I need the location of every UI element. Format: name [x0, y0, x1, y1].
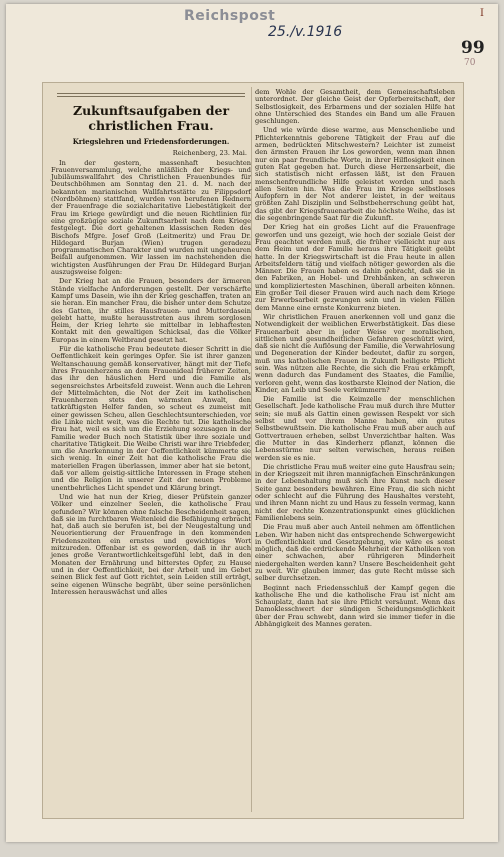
paragraph: Der Krieg hat an die Frauen, besonders der ärmeren Stände vielfache Anforderungen gestellt. Der verschärfte Kampf ums Dasein, wie ihn der Krieg geschaffen, traten an sie heran. Ein mancher Frau, die bisher unter dem Schutze des Gatten, ihr stilles Hausfrauen- und Mutterdasein gelebt hatte, mußte herausstreten aus ihrem sorglosen Heim, der Krieg lehrte sie mittelbar in lebhaftesten Kontakt mit den gewaltigen Schicksal, das die Völker Europas in einem Weltbrand gesetzt hat. [51, 277, 251, 344]
corner-mark: I [480, 8, 484, 19]
paragraph: Die christliche Frau muß weiter eine gute Hausfrau sein; in der Kriegszeit mit ihren mannigfachen Einschränkungen in der Lebenshaltung muß sich ihre Kunst nach dieser Seite ganz besonders bewähren. Eine Frau, die sich nicht oder schlecht auf die Führung des Haushaltes versteht, und ihren Mann nicht zu und Haus zu fesseln vermag, kann nicht der rechte Konzentrationspunkt eines glücklichen Familienlebens sein. [255, 462, 455, 522]
title-rule [57, 93, 245, 97]
column-rule [251, 87, 252, 812]
paragraph: Für die katholische Frau bedeutete dieser Schritt in die Oeffentlichkeit kein geringes Opfer. Sie ist ihrer ganzen Weltanschauung gemäß konservativer, hängt mit der Tiefe ihres Frauenherzens an dem Frauenideal früherer Zeiten, das ihr den häuslichen Herd und die Familie als segensreichstes Arbeitsfeld zuweist. Wenn auch die Lehren der Mittelmächten, die Not der Zeit im katholischen Frauenherzen stets den wärmsten Anwalt, den tatkräftigsten Helfer fanden, so scheut es zumeist mit einer gewissen Scheu, allen Geschlechtsunterschieden, vor die Linke nicht weit, was die Rechte tut. Die katholische Frau hat, weil es sich um die Erziehung sozusagen in der Familie weder Buch noch Statistik über ihre soziale und charitative Tätigkeit. Die Weibe Christi war ihre Triebfeder, um die Anerkennung in der Oeffentlichkeit kümmerte sie sich wenig. In einer Zeit hat die katholische Frau die materiellen Fragen überlassen, immer aber hat sie betont, daß vor allem geistig-sittliche Interessen in Frage stehen und die Religion in unserer Zeit der neuen Probleme unentbehrliches Licht spendet und Klärung bringt. [51, 345, 251, 492]
paragraph: Wir christlichen Frauen anerkennen voll und ganz die Notwendigkeit der weiblichen Erwerbstätigkeit. Das diese Frauenarbeit aber in jeder Weise vor moralischen, sittlichen und gesundheitlichen Gefahren geschützt wird, daß sie nicht die Auflösung der Familie, die Verwahrlosung und Degeneration der Kinder bedeutet, dafür zu sorgen, muß uns katholischen Frauen in Zukunft heiligste Pflicht sein. Was nützen alle Rechte, die sich die Frau erkämpft, wenn dadurch das Fundament des Staates, die Familie, verloren geht, wenn das kostbarste Kleinod der Nation, die Kinder, an Leib und Seele verkümmern? [255, 312, 455, 394]
paragraph: Der Krieg hat ein großes Licht auf die Frauenfrage geworfen und uns gezeigt, wie hoch der soziale Geist der Frau geachtet werden muß, die früher vielleicht nur aus dem Heim und der Familie heraus ihre Tätigkeit geübt hatte. In der Kriegswirtschaft ist die Frau heute in allen Arbeitsfeldern tätig und vielfach nötiger geworden als die Männer. Die Frauen haben es dahin gebracht, daß sie in den Fabriken, an Hobel- und Drehbänken, an schweren und kompliziertesten Maschinen, überall arbeiten können. Ein großer Teil dieser Frauen wird auch nach dem Kriege zur Erwerbsarbeit gezwungen sein und in vielen Fällen dem Manne eine ernste Konkurrenz bieten. [255, 223, 455, 312]
article-dateline: Reichenberg, 23. Mai. [172, 149, 247, 158]
page-header [6, 4, 498, 68]
article-subtitle: Kriegslehren und Friedensforderungen. [72, 137, 230, 146]
pencil-mark: 70 [464, 58, 476, 68]
paragraph: Und wie hat nun der Krieg, dieser Prüfstein ganzer Völker und einzelner Seelen, die katholische Frau gefunden? Wir können ohne falsche Bescheidenheit sagen, daß sie im furchtbaren Weltenleid die Befähigung erbracht hat, daß auch sie berufen ist, bei der Neugestaltung und Neuorientierung der Frauenfrage in den kommenden Friedenszeiten ein ernstes und gewichtiges Wort mitzureden. Offenbar ist es geworden, daß in ihr auch jenes große Verantwortlichkeitsgefühl lebt, daß in den Monaten der Ernährung und bitterstes Opfer, zu Hause und in der Oeffentlichkeit, bei der Arbeit und im Gebet seinen Blick fest auf Gott richtet, sein Leiden still erträgt, seine eigenen Wünsche begräbt, über seine persönlichen Interessen herauswächst und alles [51, 492, 251, 596]
right-column [255, 89, 455, 630]
left-column [51, 89, 251, 598]
paragraph: dem Wohle der Gesamtheit, dem Gemeinschaftsleben unterordnet. Der gleiche Geist der Opferbereitschaft, der Selbstlosigkeit, des Erbarmens und der sozialen Hilfe hat ohne Unterschied des Standes ein Band um alle Frauen geschlungen. [255, 88, 455, 126]
paragraph: Die Frau muß aber auch Anteil nehmen am öffentlichen Leben. Wir haben nicht das entsprechende Schwergewicht in Oeffentlichkeit und Gesetzgebung, wie wäre es sonst möglich, daß die erdrückende Mehrheit der Katholiken von einer schwachen, aber rührigeren Minderheit niedergehalten werden kann? Unsere Bescheidenheit geht zu weit. Wir glauben immer, das gute Recht müsse sich selber durchsetzen. [255, 523, 455, 583]
newspaper-stamp: Reichspost [184, 8, 276, 24]
archive-page [6, 4, 498, 842]
paragraph: In der gestern, massenhaft besuchten Frauenversammlung, welche anläßlich der Kriegs- und Jubiläumswallfahrt des Christlichen Frauenbundes für Deutschböhmen am Sonntag den 21. d. M. nach der bekannten marianischen Wallfahrtsstätte zu Filippsdorf (Nordböhmen) stattfand, wurden von berufenen Rednern der Frauenfrage die sozialcharitative Liebestätigkeit der Frau im Kriege gewürdigt und die neuen Richtlinien für eine großzügige soziale Zukunftsarbeit nach dem Kriege festgelegt. Die dort gehaltenen klassischen Reden des Bischofs Mfgre. Josef Groß (Leitmeritz) und Frau Dr. Hildegard Burjan (Wien) trugen geradezu programmatischen Charakter und wurden mit ungeheuren Beifall aufgenommen. Wir lassen im nachstehenden die wichtigsten Ausführungen der Frau Dr. Hildegard Burjan auszugsweise folgen: [51, 158, 251, 277]
paragraph: Die Familie ist die Keimzelle der menschlichen Gesellschaft. Jede katholische Frau muß durch ihre Mutter sein; sie muß als Gattin einen gewissen Respekt vor sich selbst und vor ihrem Manne haben, ein gutes Selbstbewußtsein. Die katholische Frau muß aber auch auf Gottvertrauen erheben, selbst Unverzichtbar halten. Was die Mutter in das Kinderherz pflanzt, können die Lebensstürme nur selten verwischen, heraus reißen werden sie es nie. [255, 395, 455, 462]
newspaper-clipping [42, 82, 464, 819]
paragraph: Und wie würde diese warme, aus Menschenliebe und Pflichterkenntnis geborene Tätigkeit der Frau auf die armen, bedrückten Mitschwestern? Leichter ist zumeist den ärmsten Frauen ihr Los geworden, wenn man ihnen nur ein paar freundliche Worte, in ihrer Hilflosigkeit einen guten Rat gegeben hat. Durch diese Herzensarbeit, die sich statistisch nicht erfassen läßt, ist den Frauen menschenfreundliche Hilfe geleistet worden und nach allen Seiten hin. Was die Frau im Kriege selbstloses Aufopfern in der Not anderer leistet, in der weitaus größten Zahl Disziplin und Selbstbeherrschung geübt hat, das gibt der Kriegsfrauenarbeit die höchste Weihe, das ist die segenbringende Saat für die Zukunft. [255, 126, 455, 223]
paragraph: Beginnt nach Friedensschluß der Kampf gegen die katholische Ehe und die katholische Frau ist nicht am Schauplatz, dann hat sie ihre Pflicht versäumt. Wenn das Damoklesschwert der sündigen Scheidungsmöglichkeit über der Frau schwebt, dann wird sie immer tiefer in die Abhängigkeit des Mannes geraten. [255, 583, 455, 629]
article-title: Zukunftsaufgaben der christlichen Frau. [72, 103, 230, 133]
handwritten-date: 25./v.1916 [268, 24, 343, 40]
page-number: 99 [461, 38, 485, 58]
